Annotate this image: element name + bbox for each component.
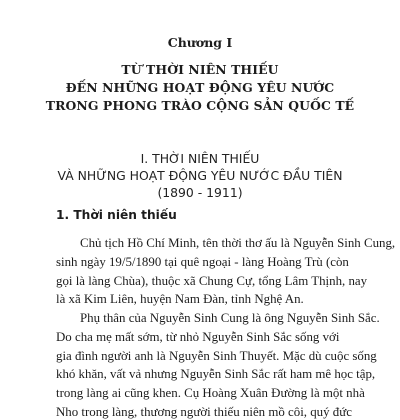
- body-line: khó khăn, vất vả nhưng Nguyễn Sinh Sắc rất ham mê học tập,: [56, 367, 376, 381]
- subsection-heading: 1. Thời niên thiếu: [56, 208, 177, 222]
- chapter-title-line-3: TRONG PHONG TRÀO CỘNG SẢN QUỐC TẾ: [45, 98, 355, 113]
- body-line: gia đình người anh là Nguyễn Sinh Thuyết. Mặc dù cuộc sống: [56, 349, 377, 363]
- chapter-title-line-1: TỪ THỜI NIÊN THIẾU: [121, 62, 279, 77]
- body-line: Chủ tịch Hồ Chí Minh, tên thời thơ ấu là Nguyễn Sinh Cung,: [80, 236, 396, 250]
- body-line: sinh ngày 19/5/1890 tại quê ngoại - làng Hoàng Trù (còn: [56, 255, 349, 269]
- body-line: Do cha mẹ mất sớm, từ nhỏ Nguyễn Sinh Sắc sống với: [56, 330, 340, 344]
- body-line: Phụ thân của Nguyễn Sinh Cung là ông Nguyễn Sinh Sắc.: [80, 311, 380, 325]
- body-line: là xã Kim Liên, huyện Nam Đàn, tỉnh Nghệ An.: [56, 292, 304, 306]
- section-heading-dates: (1890 - 1911): [157, 185, 243, 200]
- body-line: gọi là làng Chùa), thuộc xã Chung Cự, tổng Lâm Thịnh, nay: [56, 274, 368, 288]
- chapter-title-line-2: ĐẾN NHỮNG HOẠT ĐỘNG YÊU NƯỚC: [65, 80, 335, 95]
- section-heading-line-1: I. THỜI NIÊN THIẾU: [140, 151, 260, 166]
- chapter-label: Chương I: [167, 35, 233, 50]
- body-line: Nho trong làng, thương người thiếu niên mồ côi, quý đức: [56, 405, 352, 419]
- body-line: trong làng ai cũng khen. Cụ Hoàng Xuân Đường là một nhà: [56, 386, 365, 400]
- section-heading-line-2: VÀ NHỮNG HOẠT ĐỘNG YÊU NƯỚC ĐẦU TIÊN: [57, 168, 343, 183]
